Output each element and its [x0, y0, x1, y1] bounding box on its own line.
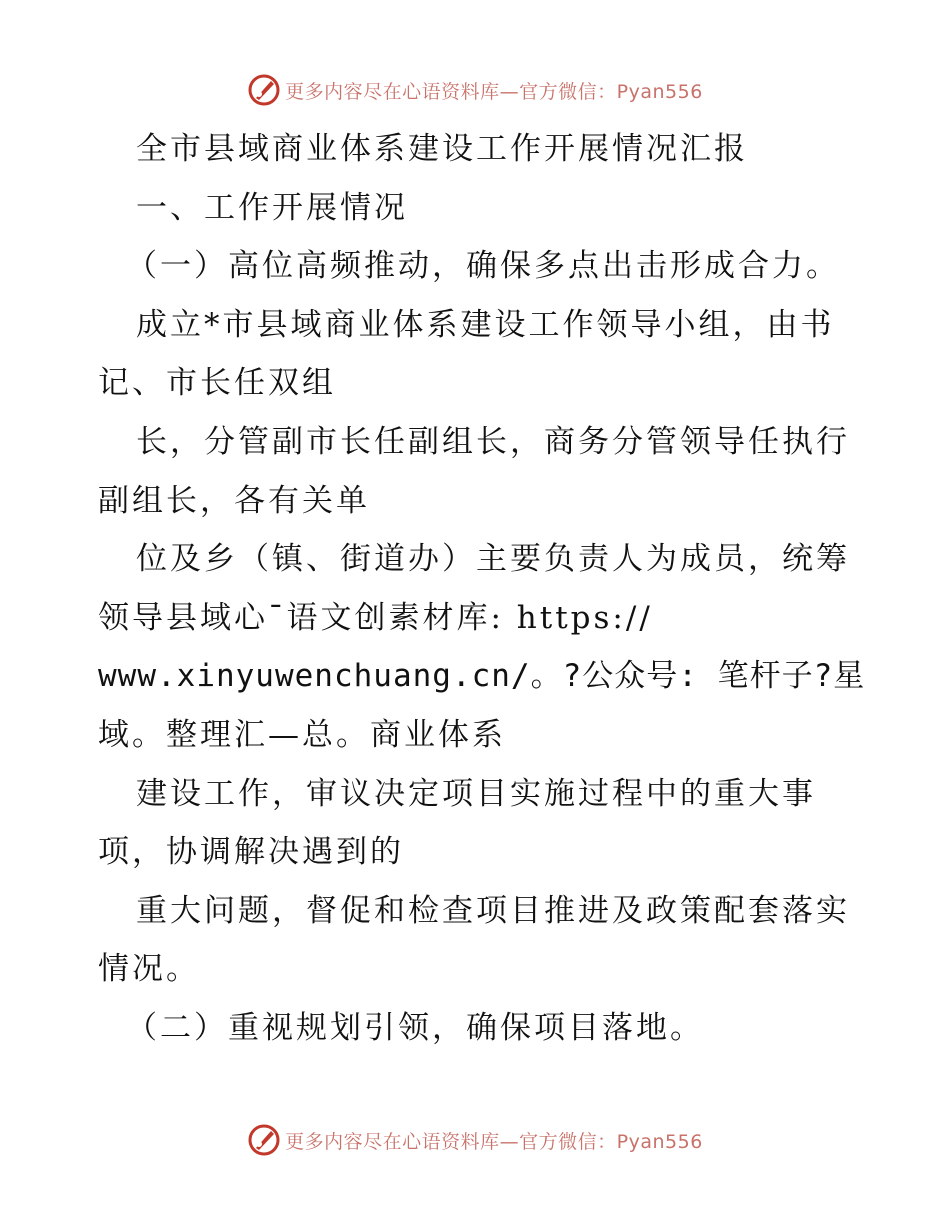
paragraph-line: 项，协调解决遇到的: [98, 834, 404, 871]
paragraph-line: 记、市长任双组: [98, 365, 336, 402]
section-heading: 一、工作开展情况: [136, 189, 408, 226]
pen-logo-icon: [247, 1123, 281, 1157]
document-body: [98, 120, 866, 1058]
paragraph-line: 长，分管副市长任副组长，商务分管领导任执行: [136, 423, 850, 460]
paragraph-line: 位及乡（镇、街道办）主要负责人为成员，统筹: [136, 541, 850, 578]
paragraph-line: www.xinyuwenchuang.cn/。?公众号: 笔杆子?星: [98, 658, 866, 695]
watermark-text: 更多内容尽在心语资料库—官方微信：Pyan556: [285, 80, 703, 103]
paragraph-line: 领导县域心¯语文创素材库: https://: [98, 599, 653, 636]
header-watermark: [0, 70, 950, 110]
paragraph-line: 情况。: [98, 951, 200, 988]
pen-logo-icon: [247, 73, 281, 107]
paragraph-line: 建设工作，审议决定项目实施过程中的重大事: [136, 775, 816, 812]
paragraph-line: 成立*市县域商业体系建设工作领导小组，由书: [136, 306, 835, 343]
paragraph-line: 域。整理汇—总。商业体系: [98, 716, 506, 753]
footer-watermark: [0, 1120, 950, 1160]
paragraph-line: 重大问题，督促和检查项目推进及政策配套落实: [136, 892, 850, 929]
paragraph-line: 副组长，各有关单: [98, 482, 370, 519]
subsection-heading: （二）重视规划引领，确保项目落地。: [126, 1009, 704, 1046]
document-title: 全市县域商业体系建设工作开展情况汇报: [136, 131, 748, 167]
watermark-text: 更多内容尽在心语资料库—官方微信：Pyan556: [285, 1130, 703, 1153]
subsection-heading: （一）高位高频推动，确保多点出击形成合力。: [126, 248, 840, 285]
